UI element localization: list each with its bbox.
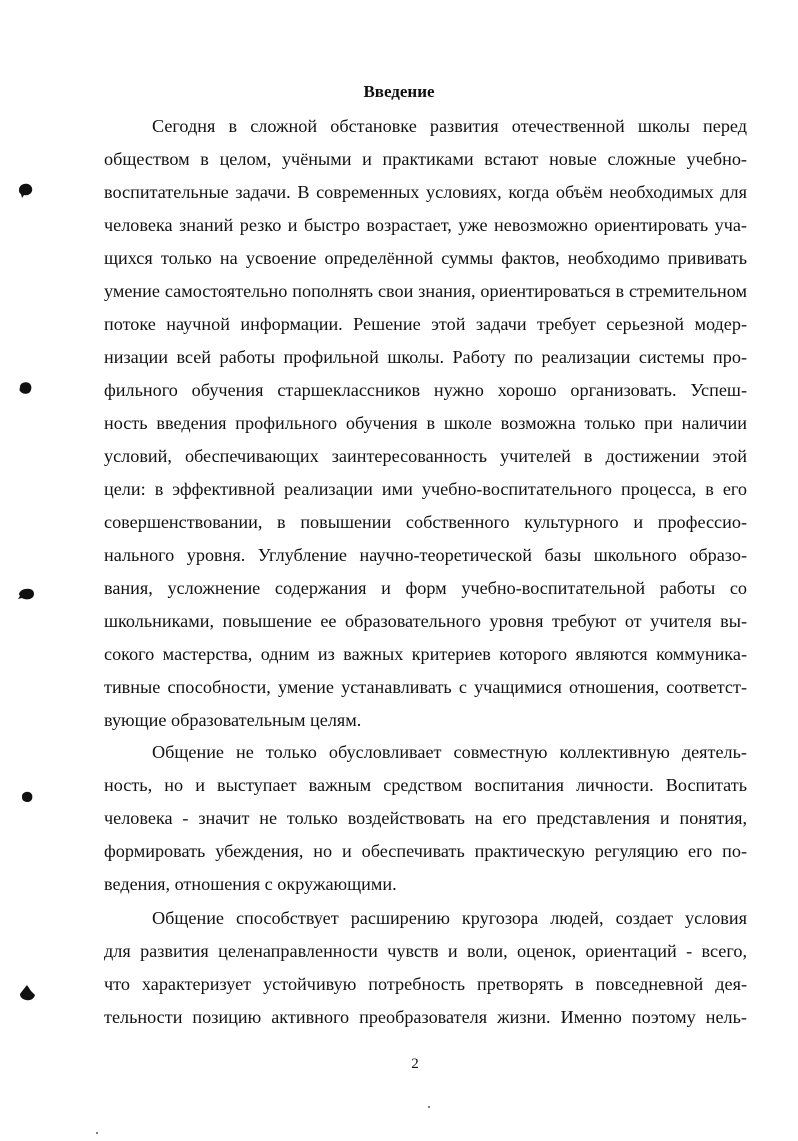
text-line: тельности позицию активного преобразователя жизни. Именно поэтому нель-: [104, 1007, 747, 1027]
binding-hole-mark: [16, 584, 38, 604]
text-line: Общение не только обусловливает совместную коллективную деятель-: [152, 742, 747, 762]
text-line: сокого мастерства, одним из важных критериев которого являются коммуника-: [104, 644, 747, 664]
document-title: Введение: [363, 82, 435, 101]
text-line: вующие образовательным целям.: [104, 710, 362, 730]
text-line: для развития целенаправленности чувств и воли, оценок, ориентаций - всего,: [104, 941, 747, 961]
text-line: человека знаний резко и быстро возрастает, уже невозможно ориентировать уча-: [104, 215, 747, 235]
text-line: цели: в эффективной реализации ими учебно-воспитательного процесса, в его: [104, 479, 747, 499]
text-line: обществом в целом, учёными и практиками встают новые сложные учебно-: [104, 149, 747, 169]
text-line: потоке научной информации. Решение этой задачи требует серьезной модер-: [104, 314, 747, 334]
text-line: формировать убеждения, но и обеспечивать практическую регуляцию его по-: [104, 841, 747, 861]
text-line: человека - значит не только воздействовать на его представления и понятия,: [104, 808, 747, 828]
text-line: вания, усложнение содержания и форм учебно-воспитательной работы со: [104, 578, 747, 598]
text-line: ность, но и выступает важным средством воспитания личности. Воспитать: [104, 775, 747, 795]
text-line: школьниками, повышение ее образовательного уровня требуют от учителя вы-: [104, 611, 747, 631]
binding-hole-mark: [16, 180, 36, 200]
page-number: 2: [411, 1056, 419, 1072]
text-line: совершенствовании, в повышении собственного культурного и профессио-: [104, 512, 747, 532]
scan-speck: [428, 1106, 430, 1108]
binding-hole-mark: [18, 788, 36, 806]
text-line: Общение способствует расширению кругозора людей, создает условия: [152, 908, 747, 928]
text-line: тивные способности, умение устанавливать с учащимися отношения, соответст-: [104, 677, 747, 697]
text-line: ность введения профильного обучения в школе возможна только при наличии: [104, 413, 747, 433]
text-line: умение самостоятельно пополнять свои знания, ориентироваться в стремительном: [104, 281, 747, 301]
binding-hole-mark: [16, 378, 36, 398]
text-line: щихся только на усвоение определённой суммы фактов, необходимо прививать: [104, 248, 747, 268]
text-line: нального уровня. Углубление научно-теоретической базы школьного образо-: [104, 545, 747, 565]
text-line: что характеризует устойчивую потребность претворять в повседневной дея-: [104, 974, 747, 994]
text-line: Сегодня в сложной обстановке развития отечественной школы перед: [152, 116, 747, 136]
text-line: фильного обучения старшеклассников нужно хорошо организовать. Успеш-: [104, 380, 747, 400]
scan-speck: [96, 1132, 98, 1134]
binding-hole-mark: [16, 982, 38, 1004]
text-line: воспитательные задачи. В современных условиях, когда объём необходимых для: [104, 182, 747, 202]
text-line: условий, обеспечивающих заинтересованность учителей в достижении этой: [104, 446, 747, 466]
text-line: ведения, отношения с окружающими.: [104, 874, 397, 894]
text-line: низации всей работы профильной школы. Работу по реализации системы про-: [104, 347, 747, 367]
